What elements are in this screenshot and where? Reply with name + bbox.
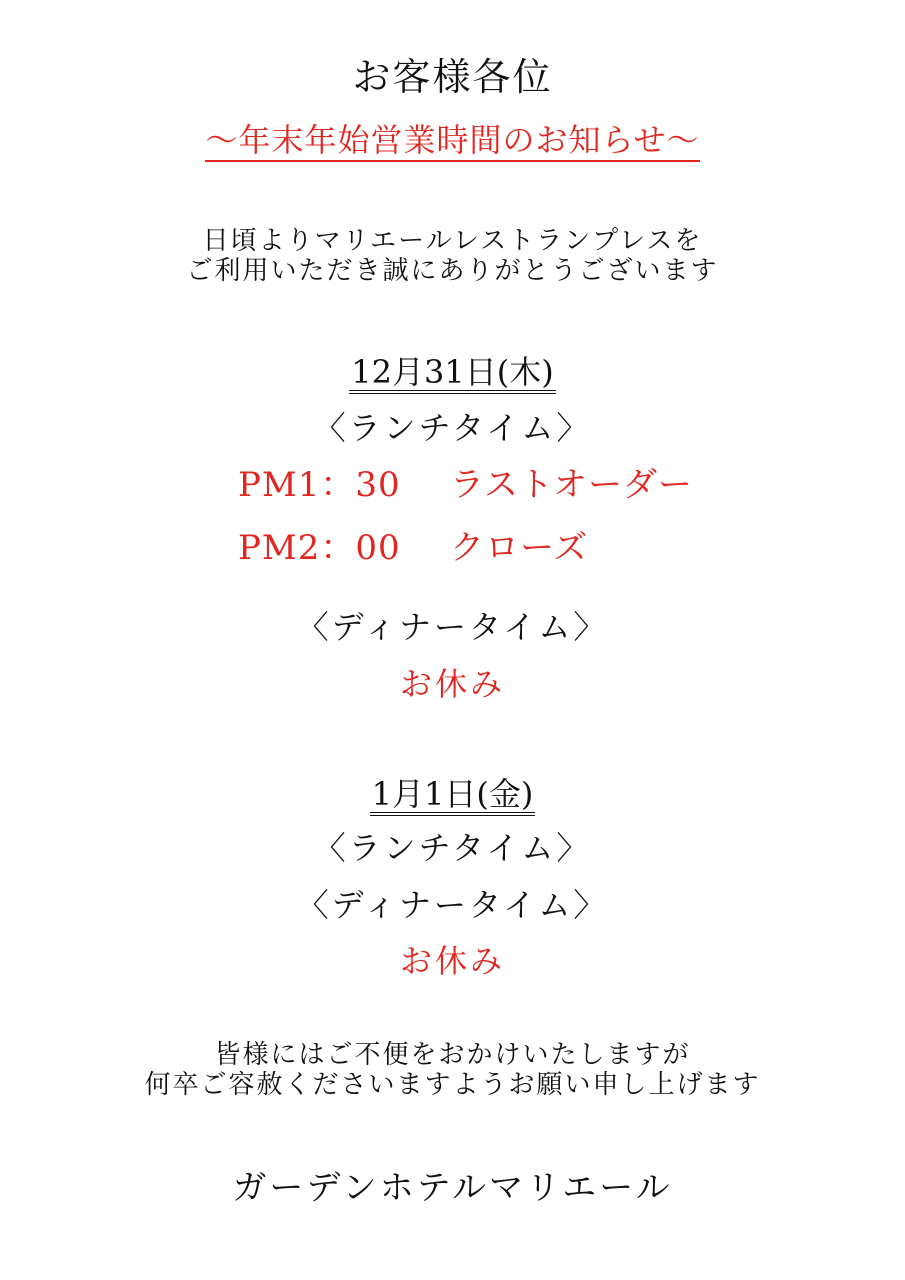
last-order-time: PM1：30 (238, 465, 401, 505)
intro-line-1: 日頃よりマリエールレストランプレスを (202, 226, 703, 256)
lunch-time-row-last-order (238, 465, 693, 505)
apology-line-2: 何卒ご容赦くださいますようお願い申し上げます (144, 1070, 761, 1100)
intro-line-2: ご利用いただき誠にありがとうございます (186, 256, 719, 286)
notice-title (0, 121, 905, 162)
closed-jan1: お休み (399, 942, 505, 980)
dinner-label-dec31: 〈ディナータイム〉 (296, 608, 609, 646)
notice-title-text: ～年末年始営業時間のお知らせ～ (205, 124, 699, 162)
close-time: PM2：00 (238, 528, 401, 568)
date-heading-dec31 (0, 353, 905, 394)
lunch-label-dec31: 〈ランチタイム〉 (313, 409, 592, 447)
dinner-label-jan1: 〈ディナータイム〉 (296, 886, 609, 924)
apology-line-1: 皆様にはご不便をおかけいたしますが (214, 1040, 691, 1070)
lunch-label-jan1: 〈ランチタイム〉 (313, 829, 592, 867)
date-heading-jan1 (0, 775, 905, 816)
close-label: クローズ (450, 528, 589, 568)
hotel-signature: ガーデンホテルマリエール (232, 1168, 673, 1208)
lunch-time-row-close (238, 528, 589, 568)
date-text-jan1: 1月1日(金) (370, 778, 536, 816)
dinner-closed-dec31: お休み (399, 665, 505, 703)
greeting-heading: お客様各位 (352, 55, 553, 99)
last-order-label: ラストオーダー (450, 465, 693, 505)
date-text-dec31: 12月31日(木) (349, 356, 555, 394)
